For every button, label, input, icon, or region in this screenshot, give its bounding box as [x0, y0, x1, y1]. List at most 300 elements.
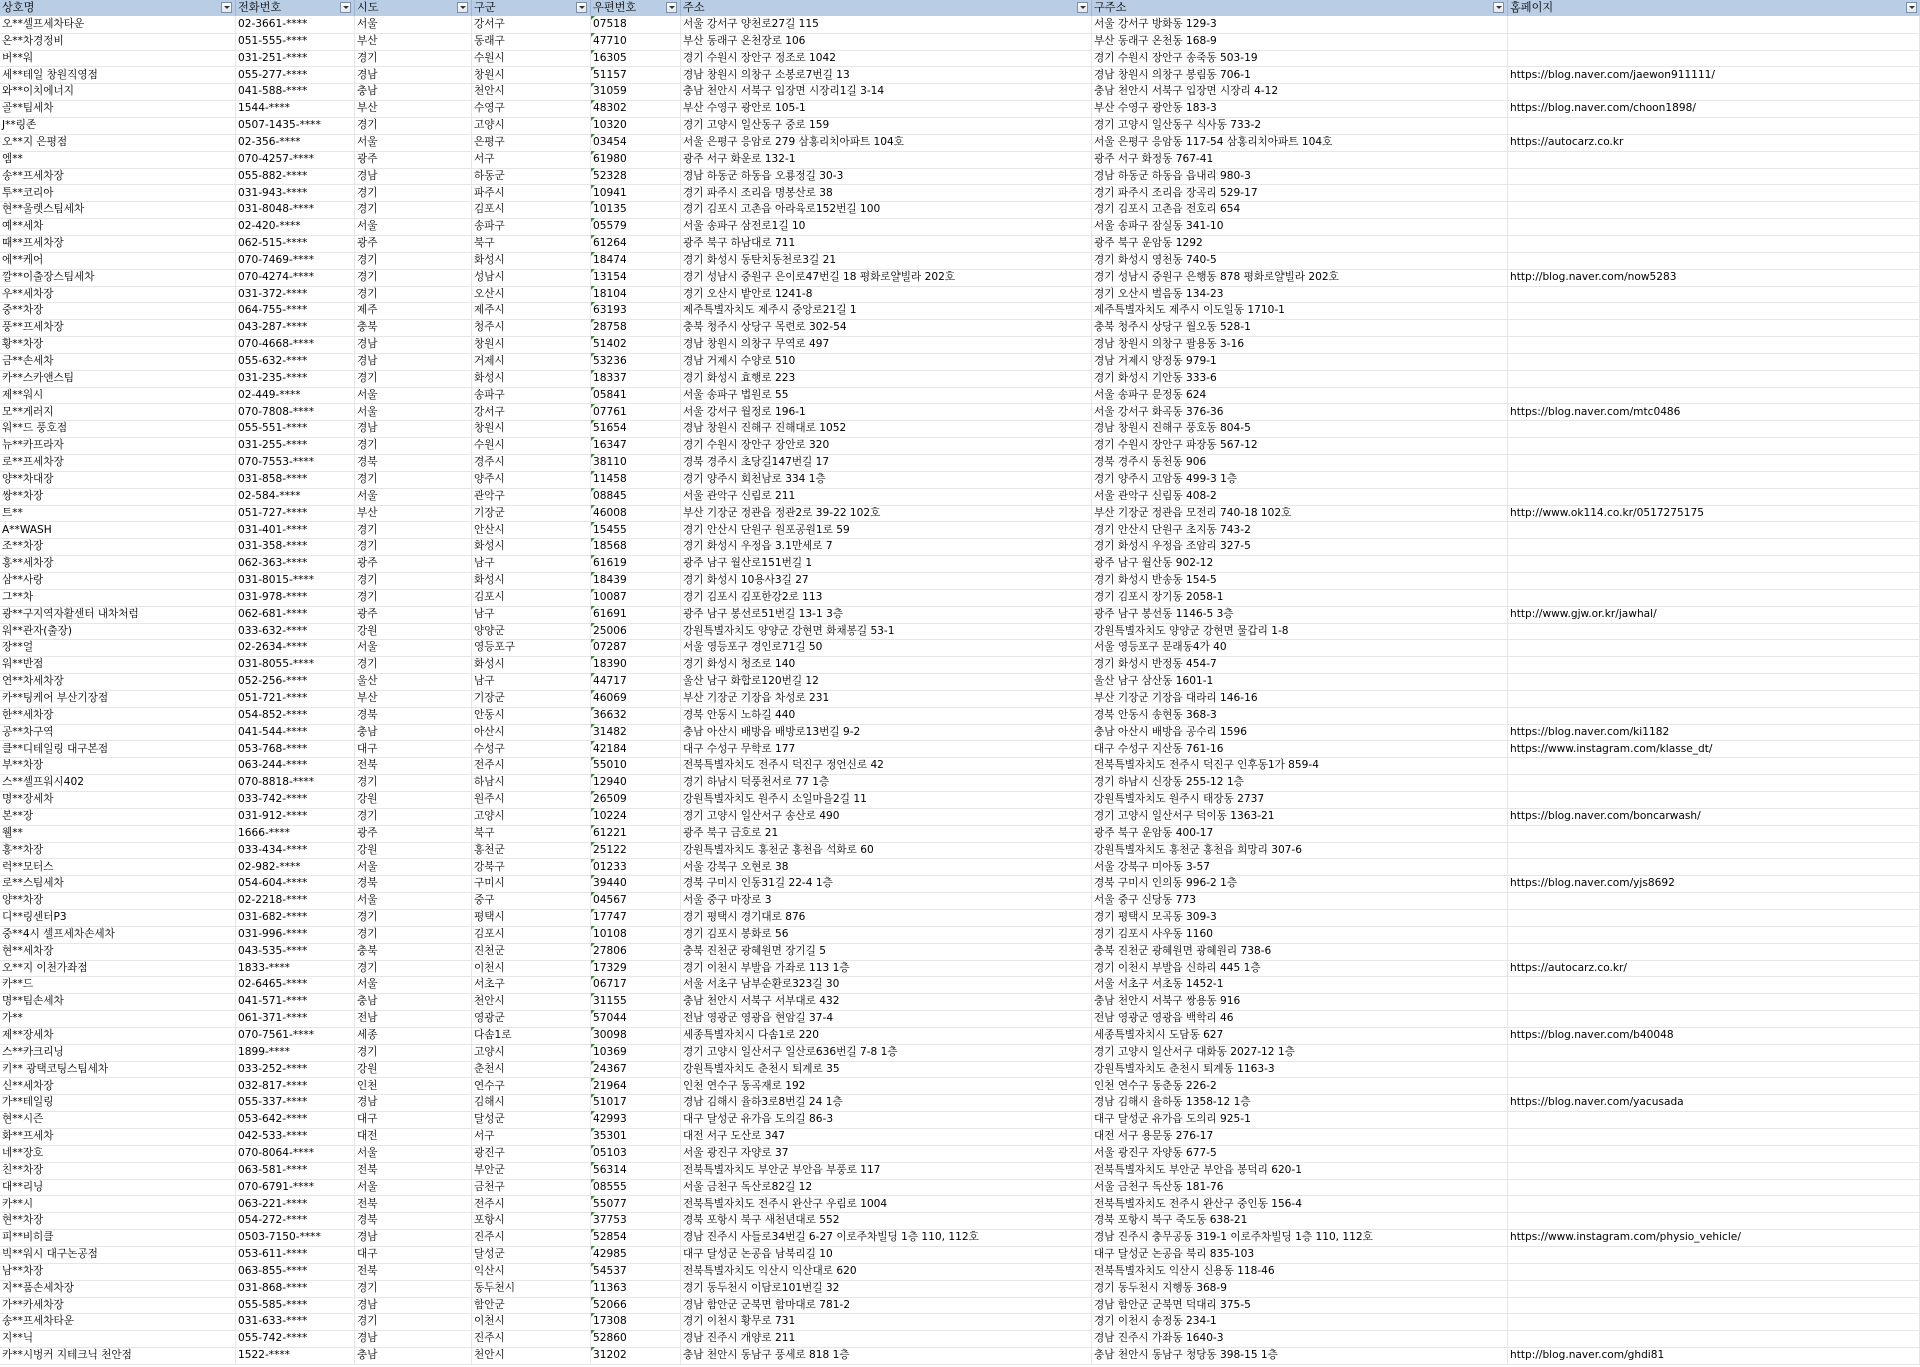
cell-zip[interactable] — [591, 993, 681, 1010]
cell-old-address[interactable] — [1092, 488, 1508, 505]
cell-homepage[interactable] — [1508, 33, 1920, 50]
header-cell-homepage[interactable] — [1508, 0, 1920, 16]
cell-old-address[interactable] — [1092, 471, 1508, 488]
cell-sido[interactable] — [355, 50, 472, 67]
cell-zip[interactable] — [591, 1330, 681, 1347]
cell-sido[interactable] — [355, 1044, 472, 1061]
cell-homepage[interactable] — [1508, 808, 1920, 825]
cell-sido[interactable] — [355, 555, 472, 572]
cell-name[interactable] — [0, 774, 236, 791]
cell-gugun[interactable] — [472, 673, 591, 690]
header-cell-sido[interactable] — [355, 0, 472, 16]
filter-dropdown-icon[interactable] — [666, 2, 677, 13]
cell-gugun[interactable] — [472, 488, 591, 505]
cell-homepage[interactable] — [1508, 1246, 1920, 1263]
cell-sido[interactable] — [355, 1179, 472, 1196]
cell-phone[interactable] — [236, 454, 355, 471]
cell-zip[interactable] — [591, 505, 681, 522]
cell-old-address[interactable] — [1092, 1061, 1508, 1078]
cell-old-address[interactable] — [1092, 505, 1508, 522]
cell-zip[interactable] — [591, 926, 681, 943]
cell-phone[interactable] — [236, 825, 355, 842]
cell-zip[interactable] — [591, 1280, 681, 1297]
cell-address[interactable] — [681, 538, 1092, 555]
cell-old-address[interactable] — [1092, 336, 1508, 353]
cell-phone[interactable] — [236, 16, 355, 33]
cell-zip[interactable] — [591, 656, 681, 673]
cell-sido[interactable] — [355, 252, 472, 269]
cell-sido[interactable] — [355, 404, 472, 421]
cell-name[interactable] — [0, 1313, 236, 1330]
cell-zip[interactable] — [591, 1128, 681, 1145]
cell-gugun[interactable] — [472, 842, 591, 859]
cell-address[interactable] — [681, 168, 1092, 185]
cell-address[interactable] — [681, 842, 1092, 859]
cell-phone[interactable] — [236, 724, 355, 741]
cell-sido[interactable] — [355, 707, 472, 724]
cell-gugun[interactable] — [472, 252, 591, 269]
cell-address[interactable] — [681, 926, 1092, 943]
cell-name[interactable] — [0, 757, 236, 774]
cell-name[interactable] — [0, 943, 236, 960]
cell-old-address[interactable] — [1092, 1212, 1508, 1229]
cell-phone[interactable] — [236, 757, 355, 774]
cell-phone[interactable] — [236, 370, 355, 387]
cell-sido[interactable] — [355, 656, 472, 673]
cell-address[interactable] — [681, 808, 1092, 825]
cell-name[interactable] — [0, 791, 236, 808]
cell-phone[interactable] — [236, 522, 355, 539]
cell-sido[interactable] — [355, 286, 472, 303]
cell-name[interactable] — [0, 1027, 236, 1044]
cell-homepage[interactable] — [1508, 892, 1920, 909]
cell-old-address[interactable] — [1092, 1044, 1508, 1061]
cell-name[interactable] — [0, 471, 236, 488]
cell-phone[interactable] — [236, 690, 355, 707]
cell-sido[interactable] — [355, 454, 472, 471]
cell-phone[interactable] — [236, 1212, 355, 1229]
cell-address[interactable] — [681, 909, 1092, 926]
cell-phone[interactable] — [236, 488, 355, 505]
cell-homepage[interactable] — [1508, 404, 1920, 421]
cell-address[interactable] — [681, 639, 1092, 656]
cell-name[interactable] — [0, 909, 236, 926]
cell-name[interactable] — [0, 387, 236, 404]
cell-address[interactable] — [681, 1263, 1092, 1280]
cell-sido[interactable] — [355, 572, 472, 589]
cell-phone[interactable] — [236, 589, 355, 606]
header-cell-gugun[interactable] — [472, 0, 591, 16]
cell-sido[interactable] — [355, 370, 472, 387]
cell-phone[interactable] — [236, 892, 355, 909]
cell-phone[interactable] — [236, 1179, 355, 1196]
cell-zip[interactable] — [591, 1061, 681, 1078]
cell-address[interactable] — [681, 437, 1092, 454]
cell-name[interactable] — [0, 656, 236, 673]
cell-zip[interactable] — [591, 1162, 681, 1179]
cell-zip[interactable] — [591, 859, 681, 876]
cell-old-address[interactable] — [1092, 875, 1508, 892]
cell-zip[interactable] — [591, 589, 681, 606]
cell-address[interactable] — [681, 656, 1092, 673]
cell-name[interactable] — [0, 168, 236, 185]
cell-address[interactable] — [681, 117, 1092, 134]
cell-gugun[interactable] — [472, 538, 591, 555]
cell-name[interactable] — [0, 336, 236, 353]
filter-dropdown-icon[interactable] — [221, 2, 232, 13]
cell-zip[interactable] — [591, 1078, 681, 1095]
cell-gugun[interactable] — [472, 1229, 591, 1246]
cell-homepage[interactable] — [1508, 690, 1920, 707]
cell-gugun[interactable] — [472, 437, 591, 454]
cell-homepage[interactable] — [1508, 741, 1920, 758]
cell-zip[interactable] — [591, 1010, 681, 1027]
cell-zip[interactable] — [591, 471, 681, 488]
cell-phone[interactable] — [236, 1280, 355, 1297]
cell-phone[interactable] — [236, 404, 355, 421]
cell-zip[interactable] — [591, 437, 681, 454]
header-cell-old-address[interactable] — [1092, 0, 1508, 16]
cell-address[interactable] — [681, 1280, 1092, 1297]
cell-homepage[interactable] — [1508, 673, 1920, 690]
cell-zip[interactable] — [591, 1027, 681, 1044]
cell-gugun[interactable] — [472, 589, 591, 606]
cell-phone[interactable] — [236, 606, 355, 623]
cell-old-address[interactable] — [1092, 757, 1508, 774]
cell-old-address[interactable] — [1092, 1297, 1508, 1314]
cell-gugun[interactable] — [472, 1094, 591, 1111]
cell-homepage[interactable] — [1508, 1179, 1920, 1196]
cell-phone[interactable] — [236, 117, 355, 134]
cell-name[interactable] — [0, 302, 236, 319]
cell-name[interactable] — [0, 201, 236, 218]
cell-homepage[interactable] — [1508, 960, 1920, 977]
cell-old-address[interactable] — [1092, 690, 1508, 707]
cell-homepage[interactable] — [1508, 1061, 1920, 1078]
cell-homepage[interactable] — [1508, 639, 1920, 656]
cell-address[interactable] — [681, 1179, 1092, 1196]
cell-zip[interactable] — [591, 1229, 681, 1246]
cell-sido[interactable] — [355, 774, 472, 791]
cell-gugun[interactable] — [472, 623, 591, 640]
cell-homepage[interactable] — [1508, 269, 1920, 286]
cell-address[interactable] — [681, 67, 1092, 84]
cell-gugun[interactable] — [472, 572, 591, 589]
cell-phone[interactable] — [236, 538, 355, 555]
cell-gugun[interactable] — [472, 1179, 591, 1196]
cell-phone[interactable] — [236, 926, 355, 943]
header-cell-zip[interactable] — [591, 0, 681, 16]
cell-name[interactable] — [0, 319, 236, 336]
cell-old-address[interactable] — [1092, 724, 1508, 741]
cell-name[interactable] — [0, 67, 236, 84]
cell-address[interactable] — [681, 370, 1092, 387]
cell-name[interactable] — [0, 117, 236, 134]
cell-homepage[interactable] — [1508, 859, 1920, 876]
cell-name[interactable] — [0, 1010, 236, 1027]
cell-address[interactable] — [681, 33, 1092, 50]
cell-zip[interactable] — [591, 319, 681, 336]
cell-old-address[interactable] — [1092, 302, 1508, 319]
cell-address[interactable] — [681, 353, 1092, 370]
cell-sido[interactable] — [355, 842, 472, 859]
header-cell-phone[interactable] — [236, 0, 355, 16]
cell-phone[interactable] — [236, 218, 355, 235]
cell-address[interactable] — [681, 100, 1092, 117]
cell-gugun[interactable] — [472, 825, 591, 842]
cell-sido[interactable] — [355, 639, 472, 656]
cell-zip[interactable] — [591, 1297, 681, 1314]
cell-name[interactable] — [0, 926, 236, 943]
cell-homepage[interactable] — [1508, 83, 1920, 100]
cell-address[interactable] — [681, 471, 1092, 488]
cell-name[interactable] — [0, 1347, 236, 1364]
cell-homepage[interactable] — [1508, 1313, 1920, 1330]
cell-old-address[interactable] — [1092, 1179, 1508, 1196]
cell-old-address[interactable] — [1092, 50, 1508, 67]
cell-zip[interactable] — [591, 1196, 681, 1213]
cell-old-address[interactable] — [1092, 1027, 1508, 1044]
cell-name[interactable] — [0, 522, 236, 539]
cell-address[interactable] — [681, 387, 1092, 404]
cell-homepage[interactable] — [1508, 488, 1920, 505]
cell-gugun[interactable] — [472, 909, 591, 926]
cell-gugun[interactable] — [472, 791, 591, 808]
cell-homepage[interactable] — [1508, 623, 1920, 640]
cell-homepage[interactable] — [1508, 302, 1920, 319]
cell-sido[interactable] — [355, 505, 472, 522]
cell-name[interactable] — [0, 741, 236, 758]
cell-homepage[interactable] — [1508, 1297, 1920, 1314]
cell-homepage[interactable] — [1508, 589, 1920, 606]
cell-gugun[interactable] — [472, 117, 591, 134]
cell-address[interactable] — [681, 724, 1092, 741]
cell-sido[interactable] — [355, 67, 472, 84]
cell-phone[interactable] — [236, 875, 355, 892]
cell-gugun[interactable] — [472, 235, 591, 252]
cell-name[interactable] — [0, 1094, 236, 1111]
cell-homepage[interactable] — [1508, 1212, 1920, 1229]
cell-homepage[interactable] — [1508, 724, 1920, 741]
cell-name[interactable] — [0, 134, 236, 151]
cell-old-address[interactable] — [1092, 387, 1508, 404]
cell-gugun[interactable] — [472, 1078, 591, 1095]
cell-sido[interactable] — [355, 757, 472, 774]
cell-sido[interactable] — [355, 336, 472, 353]
cell-homepage[interactable] — [1508, 1347, 1920, 1364]
cell-phone[interactable] — [236, 1246, 355, 1263]
cell-sido[interactable] — [355, 976, 472, 993]
cell-name[interactable] — [0, 589, 236, 606]
cell-homepage[interactable] — [1508, 420, 1920, 437]
cell-address[interactable] — [681, 673, 1092, 690]
cell-sido[interactable] — [355, 690, 472, 707]
cell-zip[interactable] — [591, 639, 681, 656]
cell-gugun[interactable] — [472, 269, 591, 286]
cell-old-address[interactable] — [1092, 892, 1508, 909]
cell-address[interactable] — [681, 302, 1092, 319]
cell-sido[interactable] — [355, 892, 472, 909]
cell-old-address[interactable] — [1092, 286, 1508, 303]
cell-address[interactable] — [681, 252, 1092, 269]
cell-sido[interactable] — [355, 1128, 472, 1145]
cell-phone[interactable] — [236, 1111, 355, 1128]
cell-sido[interactable] — [355, 825, 472, 842]
cell-gugun[interactable] — [472, 420, 591, 437]
cell-old-address[interactable] — [1092, 1162, 1508, 1179]
cell-address[interactable] — [681, 1330, 1092, 1347]
cell-old-address[interactable] — [1092, 67, 1508, 84]
cell-gugun[interactable] — [472, 690, 591, 707]
cell-homepage[interactable] — [1508, 151, 1920, 168]
cell-homepage[interactable] — [1508, 926, 1920, 943]
cell-homepage[interactable] — [1508, 218, 1920, 235]
cell-sido[interactable] — [355, 235, 472, 252]
cell-phone[interactable] — [236, 50, 355, 67]
cell-name[interactable] — [0, 724, 236, 741]
cell-phone[interactable] — [236, 420, 355, 437]
cell-homepage[interactable] — [1508, 235, 1920, 252]
cell-zip[interactable] — [591, 201, 681, 218]
cell-gugun[interactable] — [472, 1111, 591, 1128]
cell-name[interactable] — [0, 488, 236, 505]
cell-phone[interactable] — [236, 168, 355, 185]
cell-sido[interactable] — [355, 353, 472, 370]
cell-homepage[interactable] — [1508, 134, 1920, 151]
cell-phone[interactable] — [236, 302, 355, 319]
cell-sido[interactable] — [355, 859, 472, 876]
cell-address[interactable] — [681, 1061, 1092, 1078]
cell-zip[interactable] — [591, 286, 681, 303]
cell-phone[interactable] — [236, 201, 355, 218]
cell-address[interactable] — [681, 1212, 1092, 1229]
cell-address[interactable] — [681, 741, 1092, 758]
cell-sido[interactable] — [355, 488, 472, 505]
cell-gugun[interactable] — [472, 286, 591, 303]
cell-phone[interactable] — [236, 976, 355, 993]
cell-sido[interactable] — [355, 117, 472, 134]
cell-old-address[interactable] — [1092, 791, 1508, 808]
cell-address[interactable] — [681, 454, 1092, 471]
cell-name[interactable] — [0, 252, 236, 269]
cell-name[interactable] — [0, 353, 236, 370]
cell-address[interactable] — [681, 505, 1092, 522]
cell-name[interactable] — [0, 370, 236, 387]
cell-address[interactable] — [681, 993, 1092, 1010]
cell-gugun[interactable] — [472, 892, 591, 909]
cell-phone[interactable] — [236, 572, 355, 589]
cell-address[interactable] — [681, 791, 1092, 808]
cell-gugun[interactable] — [472, 639, 591, 656]
cell-address[interactable] — [681, 134, 1092, 151]
cell-old-address[interactable] — [1092, 252, 1508, 269]
cell-zip[interactable] — [591, 623, 681, 640]
cell-address[interactable] — [681, 235, 1092, 252]
cell-address[interactable] — [681, 589, 1092, 606]
cell-zip[interactable] — [591, 724, 681, 741]
cell-zip[interactable] — [591, 353, 681, 370]
cell-address[interactable] — [681, 1297, 1092, 1314]
cell-old-address[interactable] — [1092, 168, 1508, 185]
cell-phone[interactable] — [236, 555, 355, 572]
cell-old-address[interactable] — [1092, 201, 1508, 218]
cell-name[interactable] — [0, 235, 236, 252]
cell-sido[interactable] — [355, 606, 472, 623]
cell-sido[interactable] — [355, 319, 472, 336]
cell-sido[interactable] — [355, 1010, 472, 1027]
cell-sido[interactable] — [355, 909, 472, 926]
cell-address[interactable] — [681, 336, 1092, 353]
cell-name[interactable] — [0, 404, 236, 421]
cell-name[interactable] — [0, 1212, 236, 1229]
cell-old-address[interactable] — [1092, 218, 1508, 235]
cell-gugun[interactable] — [472, 774, 591, 791]
cell-phone[interactable] — [236, 1061, 355, 1078]
cell-address[interactable] — [681, 151, 1092, 168]
cell-old-address[interactable] — [1092, 1094, 1508, 1111]
cell-sido[interactable] — [355, 673, 472, 690]
cell-old-address[interactable] — [1092, 1078, 1508, 1095]
cell-homepage[interactable] — [1508, 656, 1920, 673]
cell-homepage[interactable] — [1508, 825, 1920, 842]
cell-sido[interactable] — [355, 218, 472, 235]
cell-homepage[interactable] — [1508, 842, 1920, 859]
cell-name[interactable] — [0, 1162, 236, 1179]
cell-phone[interactable] — [236, 1196, 355, 1213]
cell-old-address[interactable] — [1092, 555, 1508, 572]
cell-sido[interactable] — [355, 1280, 472, 1297]
cell-name[interactable] — [0, 690, 236, 707]
cell-phone[interactable] — [236, 1027, 355, 1044]
cell-address[interactable] — [681, 16, 1092, 33]
cell-address[interactable] — [681, 1111, 1092, 1128]
cell-address[interactable] — [681, 606, 1092, 623]
cell-homepage[interactable] — [1508, 993, 1920, 1010]
cell-sido[interactable] — [355, 269, 472, 286]
cell-zip[interactable] — [591, 134, 681, 151]
cell-zip[interactable] — [591, 1179, 681, 1196]
cell-address[interactable] — [681, 1094, 1092, 1111]
cell-zip[interactable] — [591, 302, 681, 319]
cell-gugun[interactable] — [472, 50, 591, 67]
cell-address[interactable] — [681, 1010, 1092, 1027]
cell-gugun[interactable] — [472, 370, 591, 387]
cell-sido[interactable] — [355, 875, 472, 892]
cell-name[interactable] — [0, 892, 236, 909]
cell-phone[interactable] — [236, 859, 355, 876]
cell-sido[interactable] — [355, 151, 472, 168]
cell-phone[interactable] — [236, 623, 355, 640]
cell-old-address[interactable] — [1092, 319, 1508, 336]
cell-address[interactable] — [681, 1078, 1092, 1095]
cell-old-address[interactable] — [1092, 673, 1508, 690]
cell-gugun[interactable] — [472, 1145, 591, 1162]
cell-phone[interactable] — [236, 1010, 355, 1027]
cell-zip[interactable] — [591, 707, 681, 724]
cell-old-address[interactable] — [1092, 926, 1508, 943]
cell-zip[interactable] — [591, 522, 681, 539]
cell-name[interactable] — [0, 1297, 236, 1314]
cell-phone[interactable] — [236, 1145, 355, 1162]
cell-zip[interactable] — [591, 572, 681, 589]
cell-gugun[interactable] — [472, 201, 591, 218]
cell-zip[interactable] — [591, 16, 681, 33]
cell-phone[interactable] — [236, 707, 355, 724]
cell-gugun[interactable] — [472, 16, 591, 33]
cell-phone[interactable] — [236, 100, 355, 117]
cell-homepage[interactable] — [1508, 875, 1920, 892]
cell-gugun[interactable] — [472, 1162, 591, 1179]
